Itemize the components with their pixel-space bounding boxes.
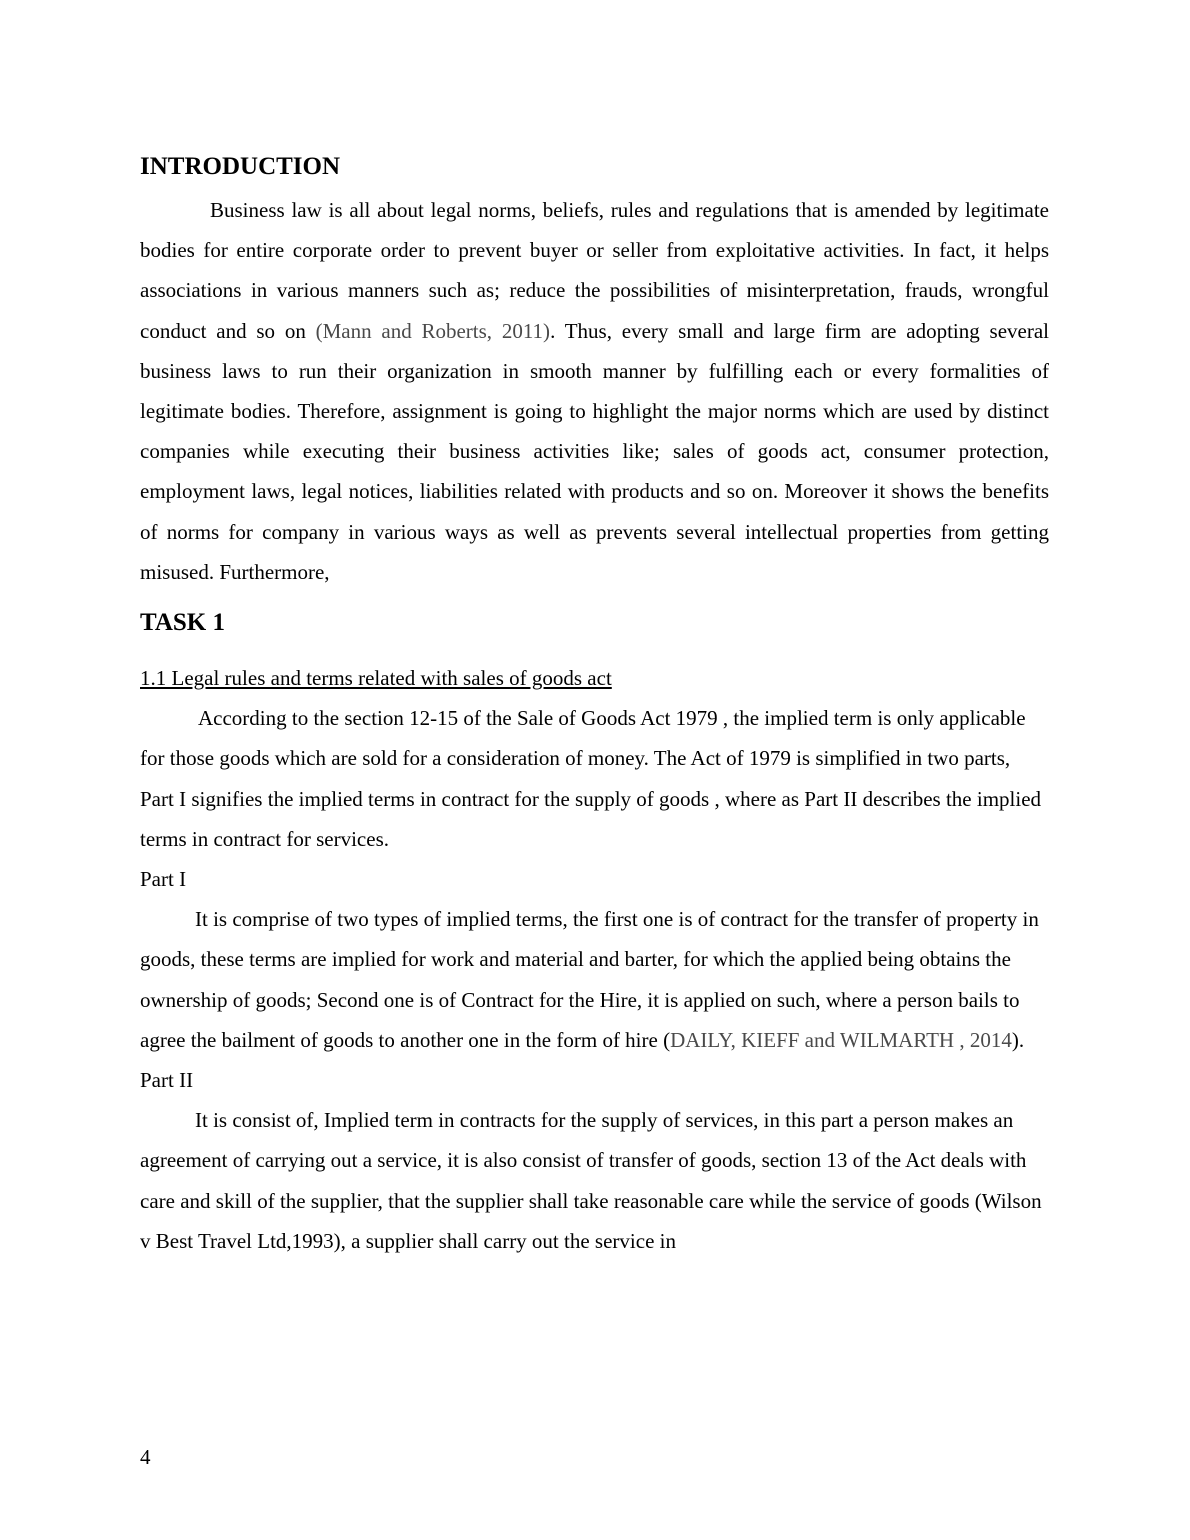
- task1-heading: TASK 1: [140, 609, 225, 637]
- introduction-text-part-2: . Thus, every small and large firm are adopting several business laws to run their organization in smooth manner by fulfilling each or every formalities of legitimate bodies. Therefore, assignment is going to highlight the major norms which are used by distinct companies while executing their business activities like; sales of goods act, consumer protection, employment laws, legal notices, liabilities related with products and so on. Moreover it shows the benefits of norms for company in various ways as well as prevents several intellectual properties from getting misused. Furthermore,: [140, 318, 1049, 584]
- part2-paragraph: It is consist of, Implied term in contracts for the supply of services, in this part a person makes an agreement of carrying out a service, it is also consist of transfer of goods, section 13 of the Act deals with care and skill of the supplier, that the supplier shall take reasonable care while the service of goods (Wilson v Best Travel Ltd,1993), a supplier shall carry out the service in: [140, 1108, 1042, 1253]
- document-page: [140, 150, 1049, 1261]
- part1-text: It is comprise of two types of implied terms, the first one is of contract for the transfer of property in goods, these terms are implied for work and material and barter, for which the applied being obtains the ownership of goods; Second one is of Contract for the Hire, it is applied on such, where a person bails to agree the bailment of goods to another one in the form of hire (: [140, 907, 1039, 1052]
- introduction-paragraph: [140, 190, 1049, 592]
- introduction-text-part-1: Business law is all about legal norms, beliefs, rules and regulations that is amended by legitimate bodies for entire corporate order to prevent buyer or seller from exploitative activities. In fact, it helps associations in various manners such as; reduce the possibilities of misinterpretation, frauds, wrongful conduct and so on: [140, 198, 1049, 343]
- page-number: 4: [140, 1445, 151, 1469]
- task1-intro-paragraph: According to the section 12-15 of the Sale of Goods Act 1979 , the implied term is only applicable for those goods which are sold for a consideration of money. The Act of 1979 is simplified in two parts, Part I signifies the implied terms in contract for the supply of goods , where as Part II describes the implied terms in contract for services.: [140, 706, 1042, 851]
- introduction-citation: (Mann and Roberts, 2011): [315, 318, 551, 343]
- part1-paragraph: [140, 899, 1049, 1060]
- part2-label: Part II: [140, 1068, 194, 1093]
- part1-citation: DAILY, KIEFF and WILMARTH , 2014: [670, 1027, 1012, 1052]
- introduction-heading: INTRODUCTION: [140, 153, 341, 180]
- part1-label: Part I: [140, 867, 187, 892]
- task1-subheading: 1.1 Legal rules and terms related with sales of goods act: [140, 666, 612, 691]
- part1-text-end: ).: [1011, 1027, 1025, 1052]
